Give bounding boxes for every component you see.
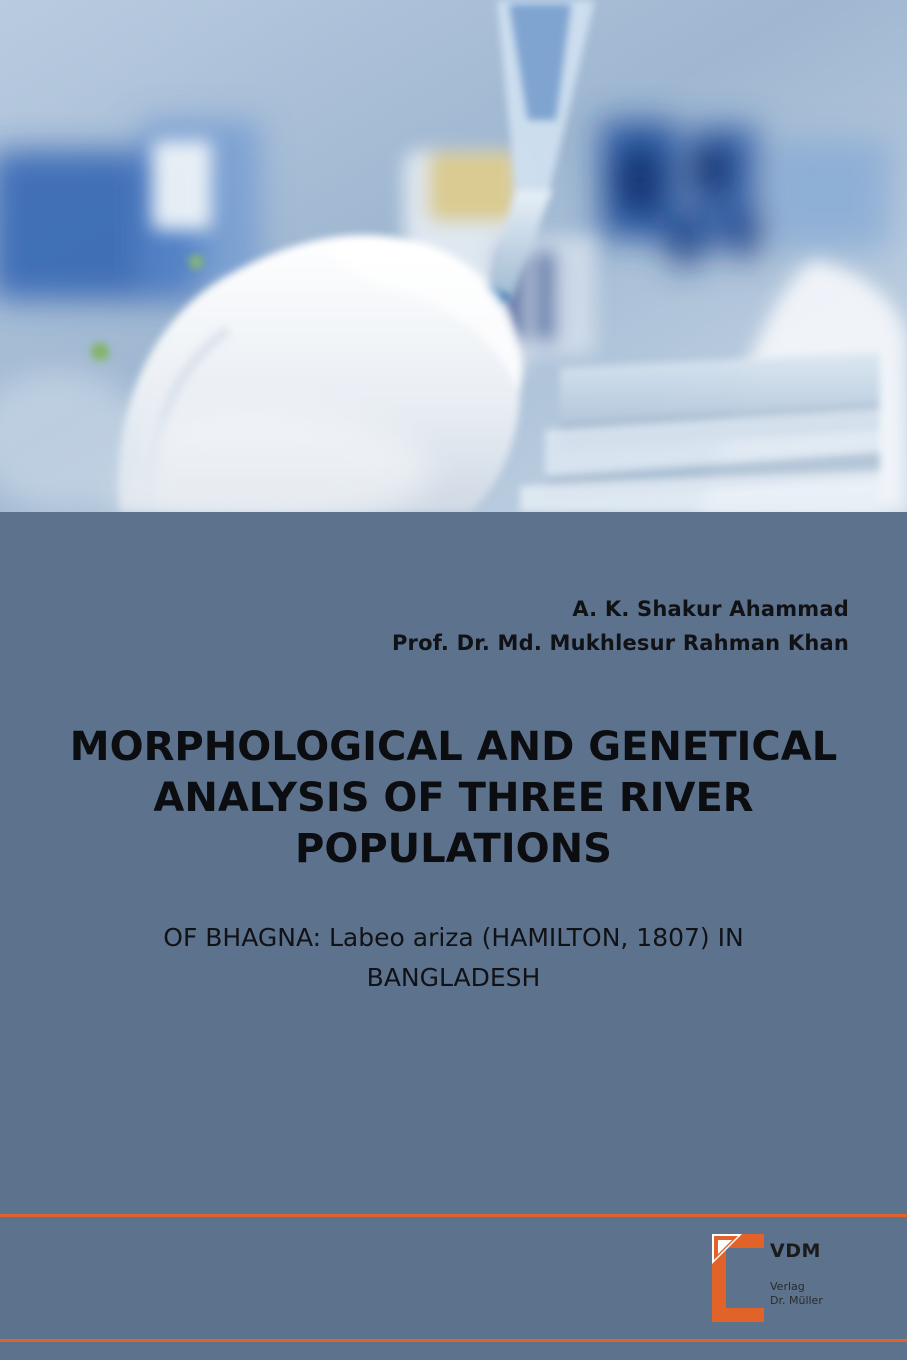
publisher-name: VDM — [770, 1240, 821, 1262]
cover-photo — [0, 0, 907, 512]
publisher-logo — [712, 1228, 852, 1332]
author-1: A. K. Shakur Ahammad — [572, 597, 849, 621]
publisher-imprint-line1: Verlag — [770, 1280, 805, 1293]
book-title: MORPHOLOGICAL AND GENETICAL ANALYSIS OF THREE RIVER POPULATIONS — [69, 724, 838, 872]
accent-rule-top — [0, 1214, 907, 1217]
publisher-imprint-line2: Dr. Müller — [770, 1294, 823, 1307]
author-block — [0, 592, 849, 660]
author-2: Prof. Dr. Md. Mukhlesur Rahman Khan — [391, 631, 849, 655]
publisher-imprint — [770, 1280, 823, 1308]
book-subtitle: OF BHAGNA: Labeo ariza (HAMILTON, 1807) IN BANGLADESH — [163, 923, 744, 992]
accent-rule-bottom — [0, 1339, 907, 1342]
vdm-mark-icon — [712, 1234, 764, 1322]
